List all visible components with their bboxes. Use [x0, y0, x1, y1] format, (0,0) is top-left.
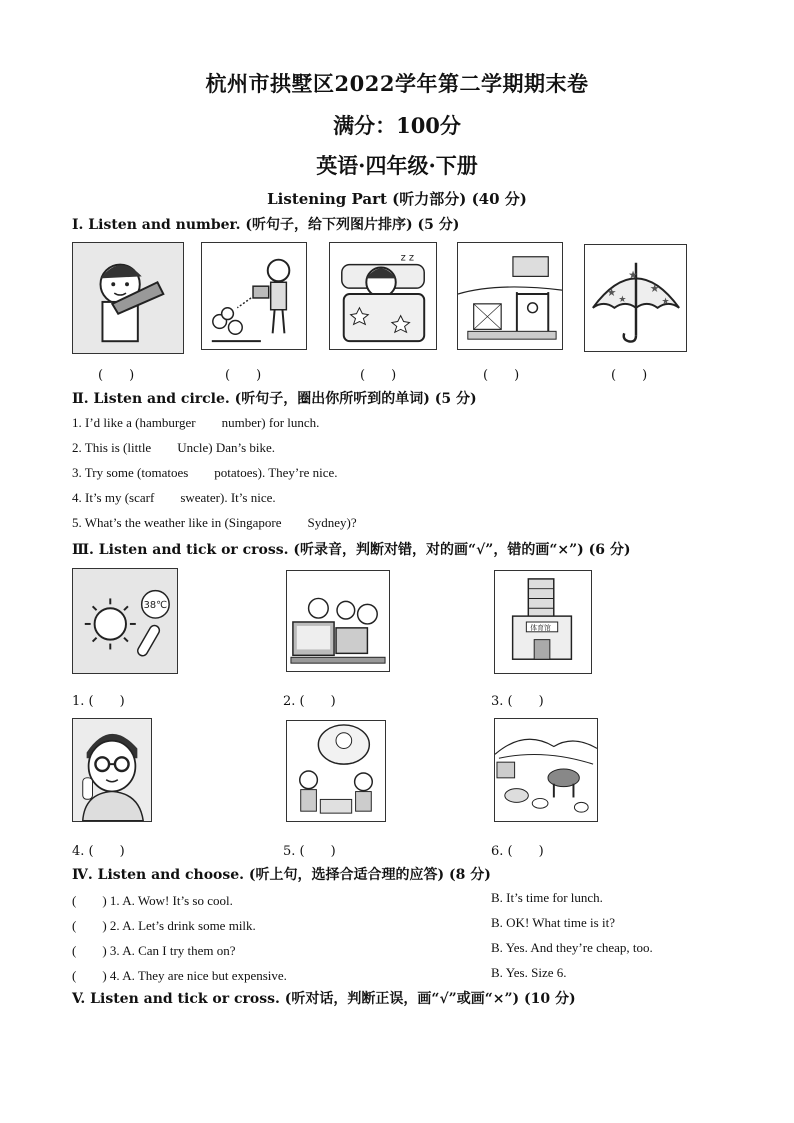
answer-blank-4[interactable]: ( )	[483, 368, 520, 383]
svg-text:★: ★	[661, 296, 670, 307]
svg-text:★: ★	[618, 294, 627, 305]
svg-text:★: ★	[628, 268, 638, 282]
subject-grade: 英语·四年级·下册	[316, 153, 478, 178]
boy-watering-flowers-picture	[201, 242, 307, 350]
circle-item-2: 2. This is (little Uncle) Dan’s bike.	[72, 440, 276, 455]
circle-item-5: 5. What’s the weather like in (Singapore Sydney)?	[72, 515, 357, 530]
umbrella-picture	[584, 244, 687, 352]
playground-picture	[457, 242, 563, 350]
tick-label-5[interactable]: 5. ( )	[283, 844, 336, 859]
listening-part-title: Listening Part (听力部分) (40 分)	[267, 190, 527, 208]
choose-item-4-b[interactable]: B. Yes. Size 6.	[491, 965, 567, 980]
tick-label-2[interactable]: 2. ( )	[283, 694, 336, 709]
choose-item-1-b[interactable]: B. It’s time for lunch.	[491, 890, 603, 905]
section-1-heading: Ⅰ. Listen and number. (听句子，给下列图片排序) (5 分)	[72, 217, 460, 233]
circle-item-4: 4. It’s my (scarf sweater). It’s nice.	[72, 490, 276, 505]
gym-building-picture	[494, 570, 592, 674]
boy-glasses-picture	[72, 718, 152, 822]
choose-item-3-a[interactable]: ( ) 3. A. Can I try them on?	[72, 943, 236, 958]
sun-thermometer-picture	[72, 568, 178, 674]
girl-thinking-picture	[286, 720, 386, 822]
choose-item-4-a[interactable]: ( ) 4. A. They are nice but expensive.	[72, 968, 287, 983]
choose-item-1-a[interactable]: ( ) 1. A. Wow! It’s so cool.	[72, 893, 233, 908]
tick-label-3[interactable]: 3. ( )	[491, 694, 544, 709]
boy-with-scarf-picture	[72, 242, 184, 354]
building-sign: 体育馆	[530, 623, 551, 632]
tick-label-6[interactable]: 6. ( )	[491, 844, 544, 859]
farm-animals-picture	[494, 718, 598, 822]
thermometer-label: 38℃	[143, 600, 168, 612]
tick-label-1[interactable]: 1. ( )	[72, 694, 125, 709]
choose-item-2-b[interactable]: B. OK! What time is it?	[491, 915, 615, 930]
exam-title: 杭州市拱墅区2022学年第二学期期末卷	[205, 71, 589, 96]
tick-label-4[interactable]: 4. ( )	[72, 844, 125, 859]
kids-computer-picture	[286, 570, 390, 672]
answer-blank-5[interactable]: ( )	[611, 368, 648, 383]
svg-text:z z: z z	[400, 252, 415, 264]
section-4-heading: Ⅳ. Listen and choose. (听上句，选择合适合理的应答) (8 分)	[72, 867, 491, 883]
circle-item-3: 3. Try some (tomatoes potatoes). They’re nice.	[72, 465, 338, 480]
circle-item-1: 1. I’d like a (hamburger number) for lunch.	[72, 415, 320, 430]
full-score: 满分：100分	[333, 113, 461, 138]
section-5-heading: V. Listen and tick or cross. (听对话，判断正误，画“√”或画“×”) (10 分)	[72, 991, 576, 1007]
answer-blank-1[interactable]: ( )	[98, 368, 135, 383]
answer-blank-3[interactable]: ( )	[360, 368, 397, 383]
answer-blank-2[interactable]: ( )	[225, 368, 262, 383]
choose-item-2-a[interactable]: ( ) 2. A. Let’s drink some milk.	[72, 918, 256, 933]
section-3-heading: Ⅲ. Listen and tick or cross. (听录音，判断对错，对的画“√”，错的画“×”) (6 分)	[72, 542, 631, 558]
choose-item-3-b[interactable]: B. Yes. And they’re cheap, too.	[491, 940, 653, 955]
boy-sleeping-picture	[329, 242, 437, 350]
svg-text:★: ★	[606, 286, 617, 300]
section-2-heading: Ⅱ. Listen and circle. (听句子，圈出你所听到的单词) (5 分)	[72, 391, 477, 407]
svg-text:★: ★	[649, 282, 660, 296]
